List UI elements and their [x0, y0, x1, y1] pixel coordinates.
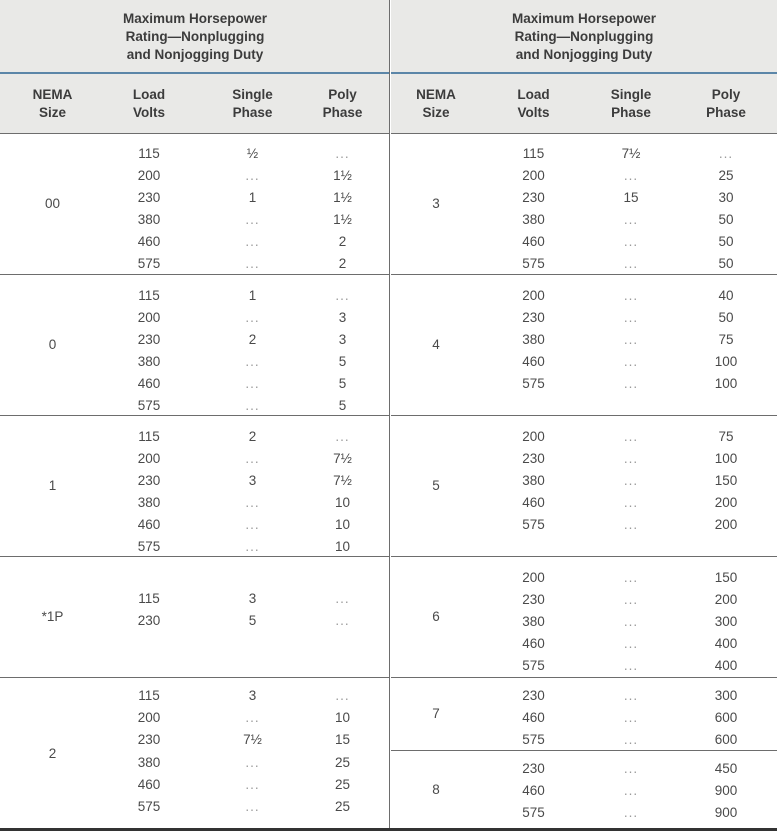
- cell-single: ...: [623, 805, 639, 820]
- cell-poly: 25: [334, 799, 351, 814]
- table-row: [391, 253, 777, 276]
- cell-volts: 115: [138, 288, 160, 303]
- table-row: [0, 231, 390, 254]
- cell-poly: 5: [338, 354, 347, 369]
- cell-volts: 575: [522, 256, 545, 271]
- cell-single: ...: [623, 636, 639, 651]
- table-row: [391, 729, 777, 752]
- cell-volts: 200: [522, 570, 545, 585]
- cell-volts: 575: [522, 658, 545, 673]
- cell-poly: 600: [714, 710, 738, 725]
- cell-poly: 3: [338, 332, 347, 347]
- cell-poly: 300: [714, 614, 738, 629]
- table-row: [391, 608, 777, 634]
- cell-volts: 575: [522, 376, 545, 391]
- cell-volts: 230: [137, 332, 161, 347]
- column-header-line: Phase: [322, 105, 363, 120]
- cell-poly: 10: [334, 539, 351, 554]
- column-header-line: Phase: [611, 105, 651, 120]
- cell-poly: 10: [334, 710, 351, 725]
- cell-single: ...: [623, 495, 639, 510]
- cell-poly: 200: [714, 592, 738, 607]
- table-row: [391, 758, 777, 781]
- table-row: [391, 351, 777, 374]
- cell-poly: 75: [718, 332, 734, 347]
- cell-poly: 2: [338, 234, 347, 249]
- cell-volts: 115: [138, 146, 160, 161]
- table-row: [391, 780, 777, 803]
- cell-single: ...: [623, 688, 639, 703]
- cell-volts: 200: [137, 710, 161, 725]
- cell-volts: 460: [137, 234, 161, 249]
- cell-volts: 200: [522, 168, 545, 183]
- cell-volts: 575: [522, 517, 545, 532]
- cell-poly: 900: [714, 805, 738, 820]
- column-header-line: Poly: [711, 87, 741, 102]
- group-header: [0, 0, 390, 72]
- table-row: [391, 567, 777, 590]
- column-header-volts: [108, 86, 190, 122]
- column-header-line: Size: [422, 105, 450, 120]
- column-header-line: NEMA: [416, 87, 456, 102]
- cell-single: ...: [245, 354, 260, 369]
- cell-poly: 25: [334, 755, 351, 770]
- cell-poly: 3: [338, 310, 347, 325]
- group-header: [391, 0, 777, 72]
- nema-size: 7: [432, 705, 440, 721]
- column-header-line: Size: [38, 105, 66, 120]
- table-row: [0, 209, 390, 232]
- cell-volts: 230: [522, 592, 545, 607]
- table-row: [391, 373, 777, 396]
- cell-volts: 575: [137, 799, 161, 814]
- column-header-line: Volts: [132, 105, 165, 120]
- nema-size: 0: [48, 336, 57, 352]
- cell-poly: 5: [338, 398, 347, 413]
- cell-volts: 460: [137, 777, 161, 792]
- cell-single: ...: [623, 732, 639, 747]
- nema-size: 5: [432, 477, 440, 493]
- cell-single: ...: [623, 288, 639, 303]
- cell-poly: 15: [334, 732, 351, 747]
- column-header-size: [391, 86, 481, 122]
- nema-size: 3: [432, 195, 440, 211]
- cell-single: ...: [623, 212, 639, 227]
- table-row: [0, 373, 390, 396]
- cell-volts: 230: [137, 613, 161, 628]
- cell-poly: 50: [718, 212, 734, 227]
- nema-size: 1: [48, 477, 57, 493]
- table-row: [0, 448, 390, 471]
- cell-single: 1: [248, 288, 257, 303]
- group-title: [0, 10, 390, 64]
- cell-volts: 380: [137, 354, 161, 369]
- cell-volts: 380: [522, 212, 545, 227]
- cell-single: ...: [623, 376, 639, 391]
- cell-volts: 200: [522, 429, 545, 444]
- cell-poly: 1½: [333, 212, 352, 227]
- cell-volts: 115: [138, 429, 160, 444]
- table-row: [0, 774, 390, 797]
- column-header-poly: [300, 86, 385, 122]
- group-title-line: Rating—Nonplugging: [514, 29, 654, 44]
- cell-poly: 400: [714, 636, 738, 651]
- cell-single: ...: [623, 429, 639, 444]
- table-row: [0, 752, 390, 775]
- cell-volts: 230: [522, 451, 545, 466]
- table-row: [391, 470, 777, 493]
- table-row: [391, 231, 777, 254]
- cell-single: ...: [245, 710, 260, 725]
- cell-single: ...: [623, 710, 639, 725]
- cell-poly: 50: [718, 310, 734, 325]
- cell-poly: 7½: [333, 473, 352, 488]
- column-headers: [0, 74, 390, 134]
- cell-poly: 600: [714, 732, 738, 747]
- column-header-line: Phase: [706, 105, 746, 120]
- cell-poly: 100: [714, 451, 738, 466]
- cell-single: ...: [623, 614, 639, 629]
- cell-single: ...: [623, 168, 639, 183]
- cell-volts: 200: [522, 288, 545, 303]
- cell-single: ...: [245, 777, 260, 792]
- cell-single: ...: [245, 212, 260, 227]
- table-row: [0, 707, 390, 730]
- group-title: [391, 10, 777, 64]
- table-row: [391, 655, 777, 678]
- cell-volts: 460: [137, 376, 161, 391]
- cell-single: ...: [245, 398, 260, 413]
- cell-poly: ...: [335, 613, 350, 628]
- cell-volts: 230: [137, 732, 161, 747]
- cell-single: ...: [245, 376, 260, 391]
- cell-single: ...: [245, 539, 260, 554]
- cell-single: ...: [245, 495, 260, 510]
- cell-volts: 460: [522, 354, 545, 369]
- cell-volts: 230: [522, 310, 545, 325]
- group-title-line: Rating—Nonplugging: [125, 29, 265, 44]
- cell-volts: 230: [522, 761, 545, 776]
- cell-single: ...: [623, 473, 639, 488]
- table-row: [0, 351, 390, 374]
- cell-single: 3: [248, 688, 257, 703]
- cell-poly: ...: [335, 591, 350, 606]
- cell-volts: 460: [137, 517, 161, 532]
- table-row: [0, 685, 390, 708]
- table-row: [0, 514, 390, 537]
- table-row: [391, 633, 777, 656]
- cell-single: ...: [623, 332, 639, 347]
- cell-volts: 230: [137, 473, 161, 488]
- cell-poly: 10: [334, 517, 351, 532]
- table-row: [391, 329, 777, 352]
- cell-single: ...: [245, 799, 260, 814]
- table-row: [391, 802, 777, 825]
- cell-poly: 7½: [333, 451, 352, 466]
- cell-poly: ...: [718, 146, 734, 161]
- table-row: [391, 187, 777, 210]
- cell-single: 3: [248, 473, 257, 488]
- cell-single: ...: [623, 783, 639, 798]
- cell-single: ...: [623, 570, 639, 585]
- table-row: [391, 492, 777, 515]
- table-row: [0, 610, 390, 633]
- cell-volts: 200: [137, 310, 161, 325]
- cell-poly: 900: [714, 783, 738, 798]
- cell-single: ...: [623, 761, 639, 776]
- cell-poly: 5: [338, 376, 347, 391]
- table-row: [0, 285, 390, 308]
- cell-volts: 230: [522, 688, 545, 703]
- column-header-line: NEMA: [32, 87, 73, 102]
- cell-single: ...: [245, 256, 260, 271]
- column-header-line: Single: [232, 87, 273, 102]
- cell-volts: 115: [138, 688, 160, 703]
- cell-volts: 115: [522, 146, 545, 161]
- cell-single: ...: [623, 517, 639, 532]
- cell-volts: 200: [137, 168, 161, 183]
- nema-size: 2: [48, 745, 57, 761]
- cell-poly: 1½: [333, 190, 352, 205]
- column-headers: [391, 74, 777, 134]
- cell-volts: 575: [137, 539, 161, 554]
- cell-volts: 460: [522, 636, 545, 651]
- cell-volts: 230: [522, 190, 545, 205]
- table-row: [0, 426, 390, 449]
- cell-volts: 380: [522, 614, 545, 629]
- cell-single: ...: [623, 234, 639, 249]
- cell-poly: 300: [714, 688, 738, 703]
- cell-poly: ...: [335, 146, 350, 161]
- cell-poly: ...: [335, 688, 350, 703]
- cell-volts: 460: [522, 495, 545, 510]
- cell-volts: 115: [138, 591, 160, 606]
- cell-single: ...: [245, 451, 260, 466]
- column-header-volts: [501, 86, 566, 122]
- cell-volts: 575: [137, 256, 161, 271]
- cell-single: ...: [245, 168, 260, 183]
- cell-single: ...: [623, 310, 639, 325]
- table-row: [0, 588, 390, 611]
- table-row: [0, 329, 390, 352]
- cell-poly: 200: [714, 495, 738, 510]
- column-header-single: [591, 86, 671, 122]
- table-row: [391, 285, 777, 308]
- table-row: [0, 165, 390, 188]
- cell-poly: 30: [718, 190, 734, 205]
- cell-poly: 150: [714, 473, 738, 488]
- cell-volts: 230: [137, 190, 161, 205]
- table-row: [391, 685, 777, 708]
- table-row: [391, 209, 777, 232]
- cell-single: ...: [623, 256, 639, 271]
- cell-poly: 2: [338, 256, 347, 271]
- group-title-line: and Nonjogging Duty: [515, 47, 653, 62]
- cell-volts: 380: [522, 332, 545, 347]
- cell-poly: 10: [334, 495, 351, 510]
- cell-volts: 380: [137, 495, 161, 510]
- table-row: [391, 448, 777, 471]
- table-row: [0, 187, 390, 210]
- cell-poly: 1½: [333, 168, 352, 183]
- cell-single: ...: [623, 354, 639, 369]
- cell-volts: 200: [137, 451, 161, 466]
- column-header-line: Poly: [328, 87, 357, 102]
- cell-poly: 50: [718, 256, 734, 271]
- nema-size: 4: [432, 336, 440, 352]
- table-row: [391, 165, 777, 188]
- cell-single: ...: [623, 451, 639, 466]
- cell-single: 15: [623, 190, 639, 205]
- cell-volts: 380: [522, 473, 545, 488]
- cell-poly: ...: [335, 429, 350, 444]
- table-row: [0, 253, 390, 276]
- cell-volts: 460: [522, 783, 545, 798]
- table-row: [391, 307, 777, 330]
- right-panel: [391, 0, 777, 831]
- cell-single: ...: [245, 310, 260, 325]
- column-header-single: [200, 86, 305, 122]
- cell-volts: 575: [137, 398, 161, 413]
- panel-divider: [389, 0, 390, 831]
- table-row: [391, 589, 777, 612]
- cell-single: ...: [623, 592, 639, 607]
- table-row: [391, 514, 777, 537]
- cell-single: 2: [248, 332, 257, 347]
- column-header-poly: [686, 86, 766, 122]
- cell-poly: 200: [714, 517, 738, 532]
- nema-size: *1P: [41, 608, 64, 624]
- table-row: [0, 143, 390, 166]
- group-title-line: Maximum Horsepower: [122, 11, 268, 26]
- table-row: [0, 307, 390, 330]
- cell-single: ...: [245, 755, 260, 770]
- cell-poly: 25: [334, 777, 351, 792]
- cell-poly: 50: [718, 234, 734, 249]
- cell-volts: 460: [522, 234, 545, 249]
- column-header-line: Load: [517, 87, 550, 102]
- group-title-line: Maximum Horsepower: [511, 11, 657, 26]
- table-row: [0, 492, 390, 515]
- column-header-line: Phase: [232, 105, 273, 120]
- table-row: [391, 143, 777, 166]
- table-row: [0, 470, 390, 493]
- column-header-line: Load: [132, 87, 166, 102]
- table-row: [0, 729, 390, 752]
- cell-volts: 575: [522, 732, 545, 747]
- cell-poly: 100: [714, 376, 738, 391]
- cell-single: 3: [248, 591, 257, 606]
- nema-size: 8: [432, 782, 440, 797]
- cell-poly: 450: [714, 761, 738, 776]
- cell-single: ...: [245, 234, 260, 249]
- group-title-line: and Nonjogging Duty: [126, 47, 264, 62]
- table-row: [391, 426, 777, 449]
- cell-single: ½: [246, 146, 259, 161]
- cell-poly: 40: [718, 288, 734, 303]
- cell-poly: 150: [714, 570, 738, 585]
- cell-single: 2: [248, 429, 257, 444]
- nema-size: 00: [44, 195, 61, 211]
- cell-volts: 380: [137, 212, 161, 227]
- cell-volts: 380: [137, 755, 161, 770]
- table-row: [391, 707, 777, 730]
- cell-single: 1: [248, 190, 257, 205]
- cell-single: 7½: [621, 146, 641, 161]
- cell-single: ...: [623, 658, 639, 673]
- cell-poly: 75: [718, 429, 734, 444]
- table-row: [0, 536, 390, 559]
- cell-single: 7½: [243, 732, 262, 747]
- table-row: [0, 796, 390, 819]
- cell-poly: 25: [718, 168, 734, 183]
- cell-poly: ...: [335, 288, 350, 303]
- column-header-size: [0, 86, 105, 122]
- cell-volts: 575: [522, 805, 545, 820]
- column-header-line: Volts: [517, 105, 550, 120]
- column-header-line: Single: [610, 87, 652, 102]
- cell-single: 5: [248, 613, 257, 628]
- nema-size: 6: [432, 608, 440, 624]
- cell-volts: 460: [522, 710, 545, 725]
- cell-poly: 400: [714, 658, 738, 673]
- cell-single: ...: [245, 517, 260, 532]
- table-row: [0, 395, 390, 418]
- cell-poly: 100: [714, 354, 738, 369]
